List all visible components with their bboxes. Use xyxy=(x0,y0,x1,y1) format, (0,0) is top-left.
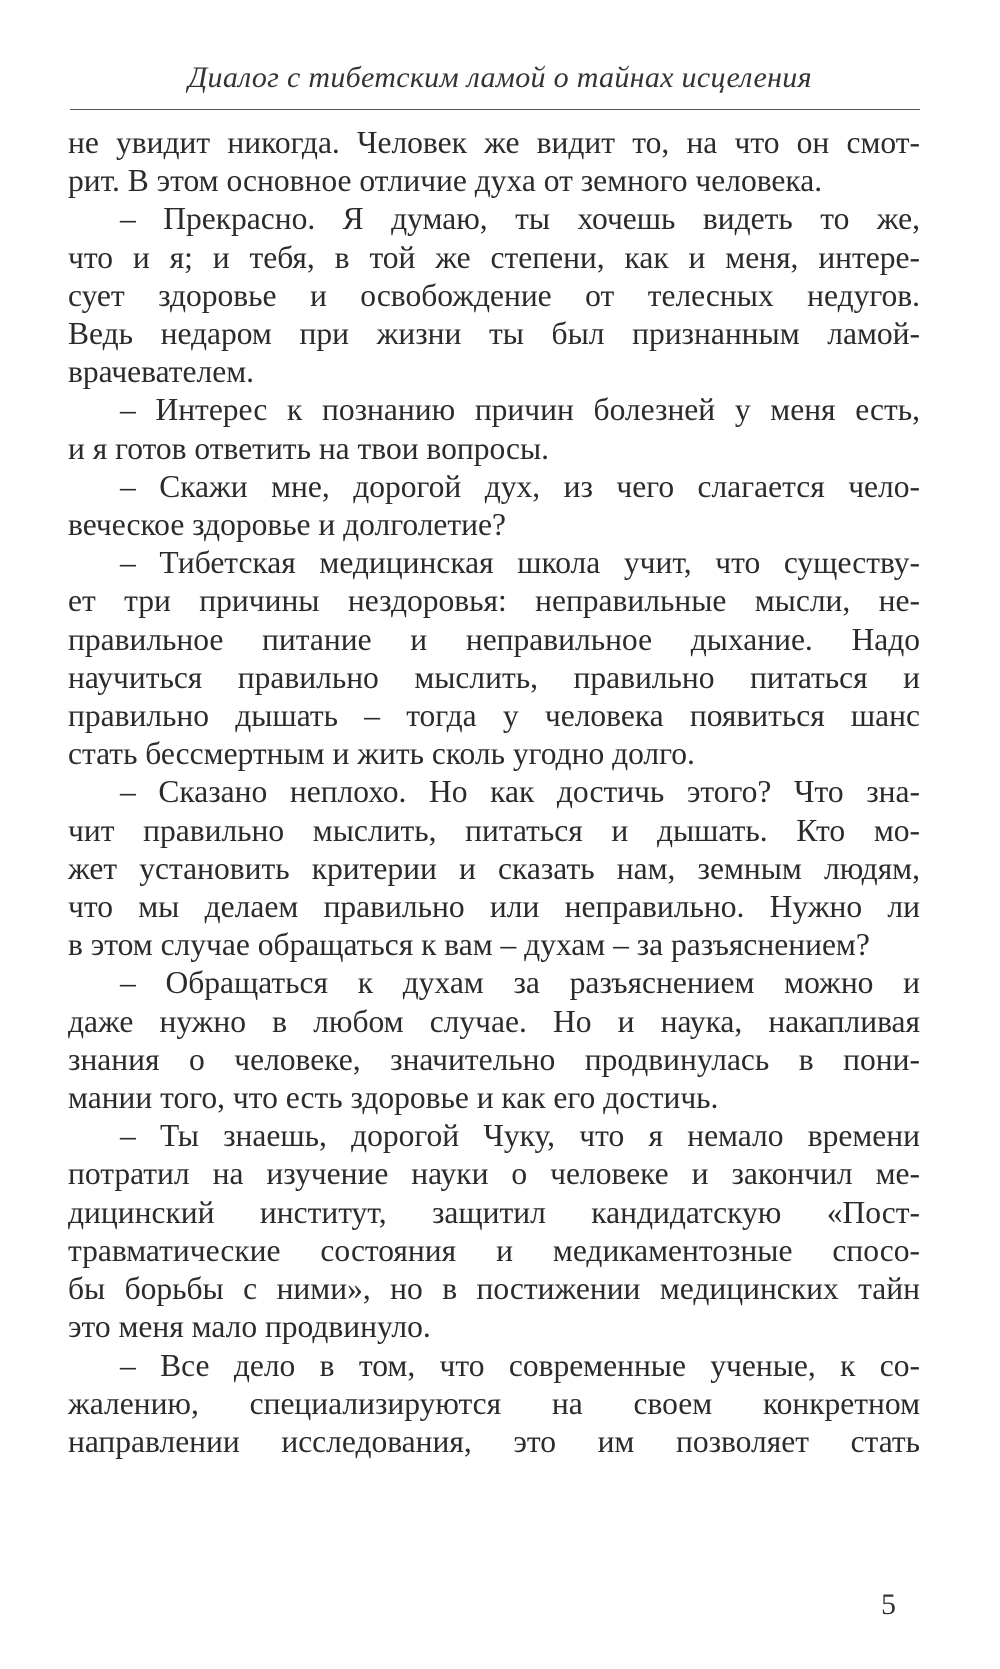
text-line: рит. В этом основное отличие духа от земного человека. xyxy=(68,163,823,199)
text-line: даже нужно в любом случае. Но и наука, накапливая xyxy=(68,1003,920,1039)
text-line: – Скажи мне, дорогой дух, из чего слагается чело- xyxy=(120,468,920,504)
text-line: жалению, специализируются на своем конкретном xyxy=(68,1385,920,1421)
text-line: – Сказано неплохо. Но как достичь этого? Что зна- xyxy=(120,774,920,810)
paragraph xyxy=(68,1117,920,1346)
paragraph xyxy=(68,200,920,391)
text-line: научиться правильно мыслить, правильно питаться и xyxy=(68,659,920,695)
text-line: в этом случае обращаться к вам – духам – за разъяснением? xyxy=(68,927,870,963)
paragraph xyxy=(68,773,920,964)
text-line: – Ты знаешь, дорогой Чуку, что я немало времени xyxy=(120,1118,920,1154)
paragraph xyxy=(68,544,920,773)
text-line: веческое здоровье и долголетие? xyxy=(68,507,506,543)
text-line: чит правильно мыслить, питаться и дышать. Кто мо- xyxy=(68,812,920,848)
text-line: дицинский институт, защитил кандидатскую «Пост- xyxy=(68,1194,920,1230)
text-line: травматические состояния и медикаментозные спосо- xyxy=(68,1232,920,1268)
text-line: знания о человеке, значительно продвинулась в пони- xyxy=(68,1041,920,1077)
text-line: это меня мало продвинуло. xyxy=(68,1309,431,1345)
text-line: сует здоровье и освобождение от телесных недугов. xyxy=(68,277,920,313)
text-line: – Обращаться к духам за разъяснением можно и xyxy=(120,965,920,1001)
body-text xyxy=(68,124,920,1461)
text-line: мании того, что есть здоровье и как его достичь. xyxy=(68,1080,719,1116)
text-line: ет три причины нездоровья: неправильные мысли, не- xyxy=(68,583,920,619)
text-line: правильно дышать – тогда у человека появиться шанс xyxy=(68,698,920,734)
text-line: бы борьбы с ними», но в постижении медицинских тайн xyxy=(68,1271,920,1307)
text-line: Ведь недаром при жизни ты был признанным ламой- xyxy=(68,316,920,352)
text-line: потратил на изучение науки о человеке и закончил ме- xyxy=(68,1156,920,1192)
text-line: жет установить критерии и сказать нам, земным людям, xyxy=(68,850,920,886)
text-line: – Тибетская медицинская школа учит, что существу- xyxy=(120,545,920,581)
paragraph xyxy=(68,391,920,467)
paragraph xyxy=(68,468,920,544)
text-line: – Прекрасно. Я думаю, ты хочешь видеть то же, xyxy=(120,201,920,237)
text-line: – Все дело в том, что современные ученые, к со- xyxy=(120,1347,920,1383)
text-line: что мы делаем правильно или неправильно. Нужно ли xyxy=(68,889,920,925)
text-line: не увидит никогда. Человек же видит то, на что он смот- xyxy=(68,125,920,160)
paragraph xyxy=(68,964,920,1117)
header-rule xyxy=(70,109,920,110)
text-line: и я готов ответить на твои вопросы. xyxy=(68,430,550,466)
text-line: врачевателем. xyxy=(68,354,255,390)
text-line: – Интерес к познанию причин болезней у меня есть, xyxy=(120,392,920,428)
text-line: стать бессмертным и жить сколь угодно долго. xyxy=(68,736,695,772)
page-number: 5 xyxy=(881,1588,896,1621)
text-line: направлении исследования, это им позволяет стать xyxy=(68,1423,920,1459)
paragraph xyxy=(68,124,920,200)
running-head: Диалог с тибетским ламой о тайнах исцеления xyxy=(188,61,812,94)
paragraph xyxy=(68,1347,920,1462)
text-line: правильное питание и неправильное дыхание. Надо xyxy=(68,621,920,657)
text-line: что и я; и тебя, в той же степени, как и меня, интере- xyxy=(68,239,920,275)
